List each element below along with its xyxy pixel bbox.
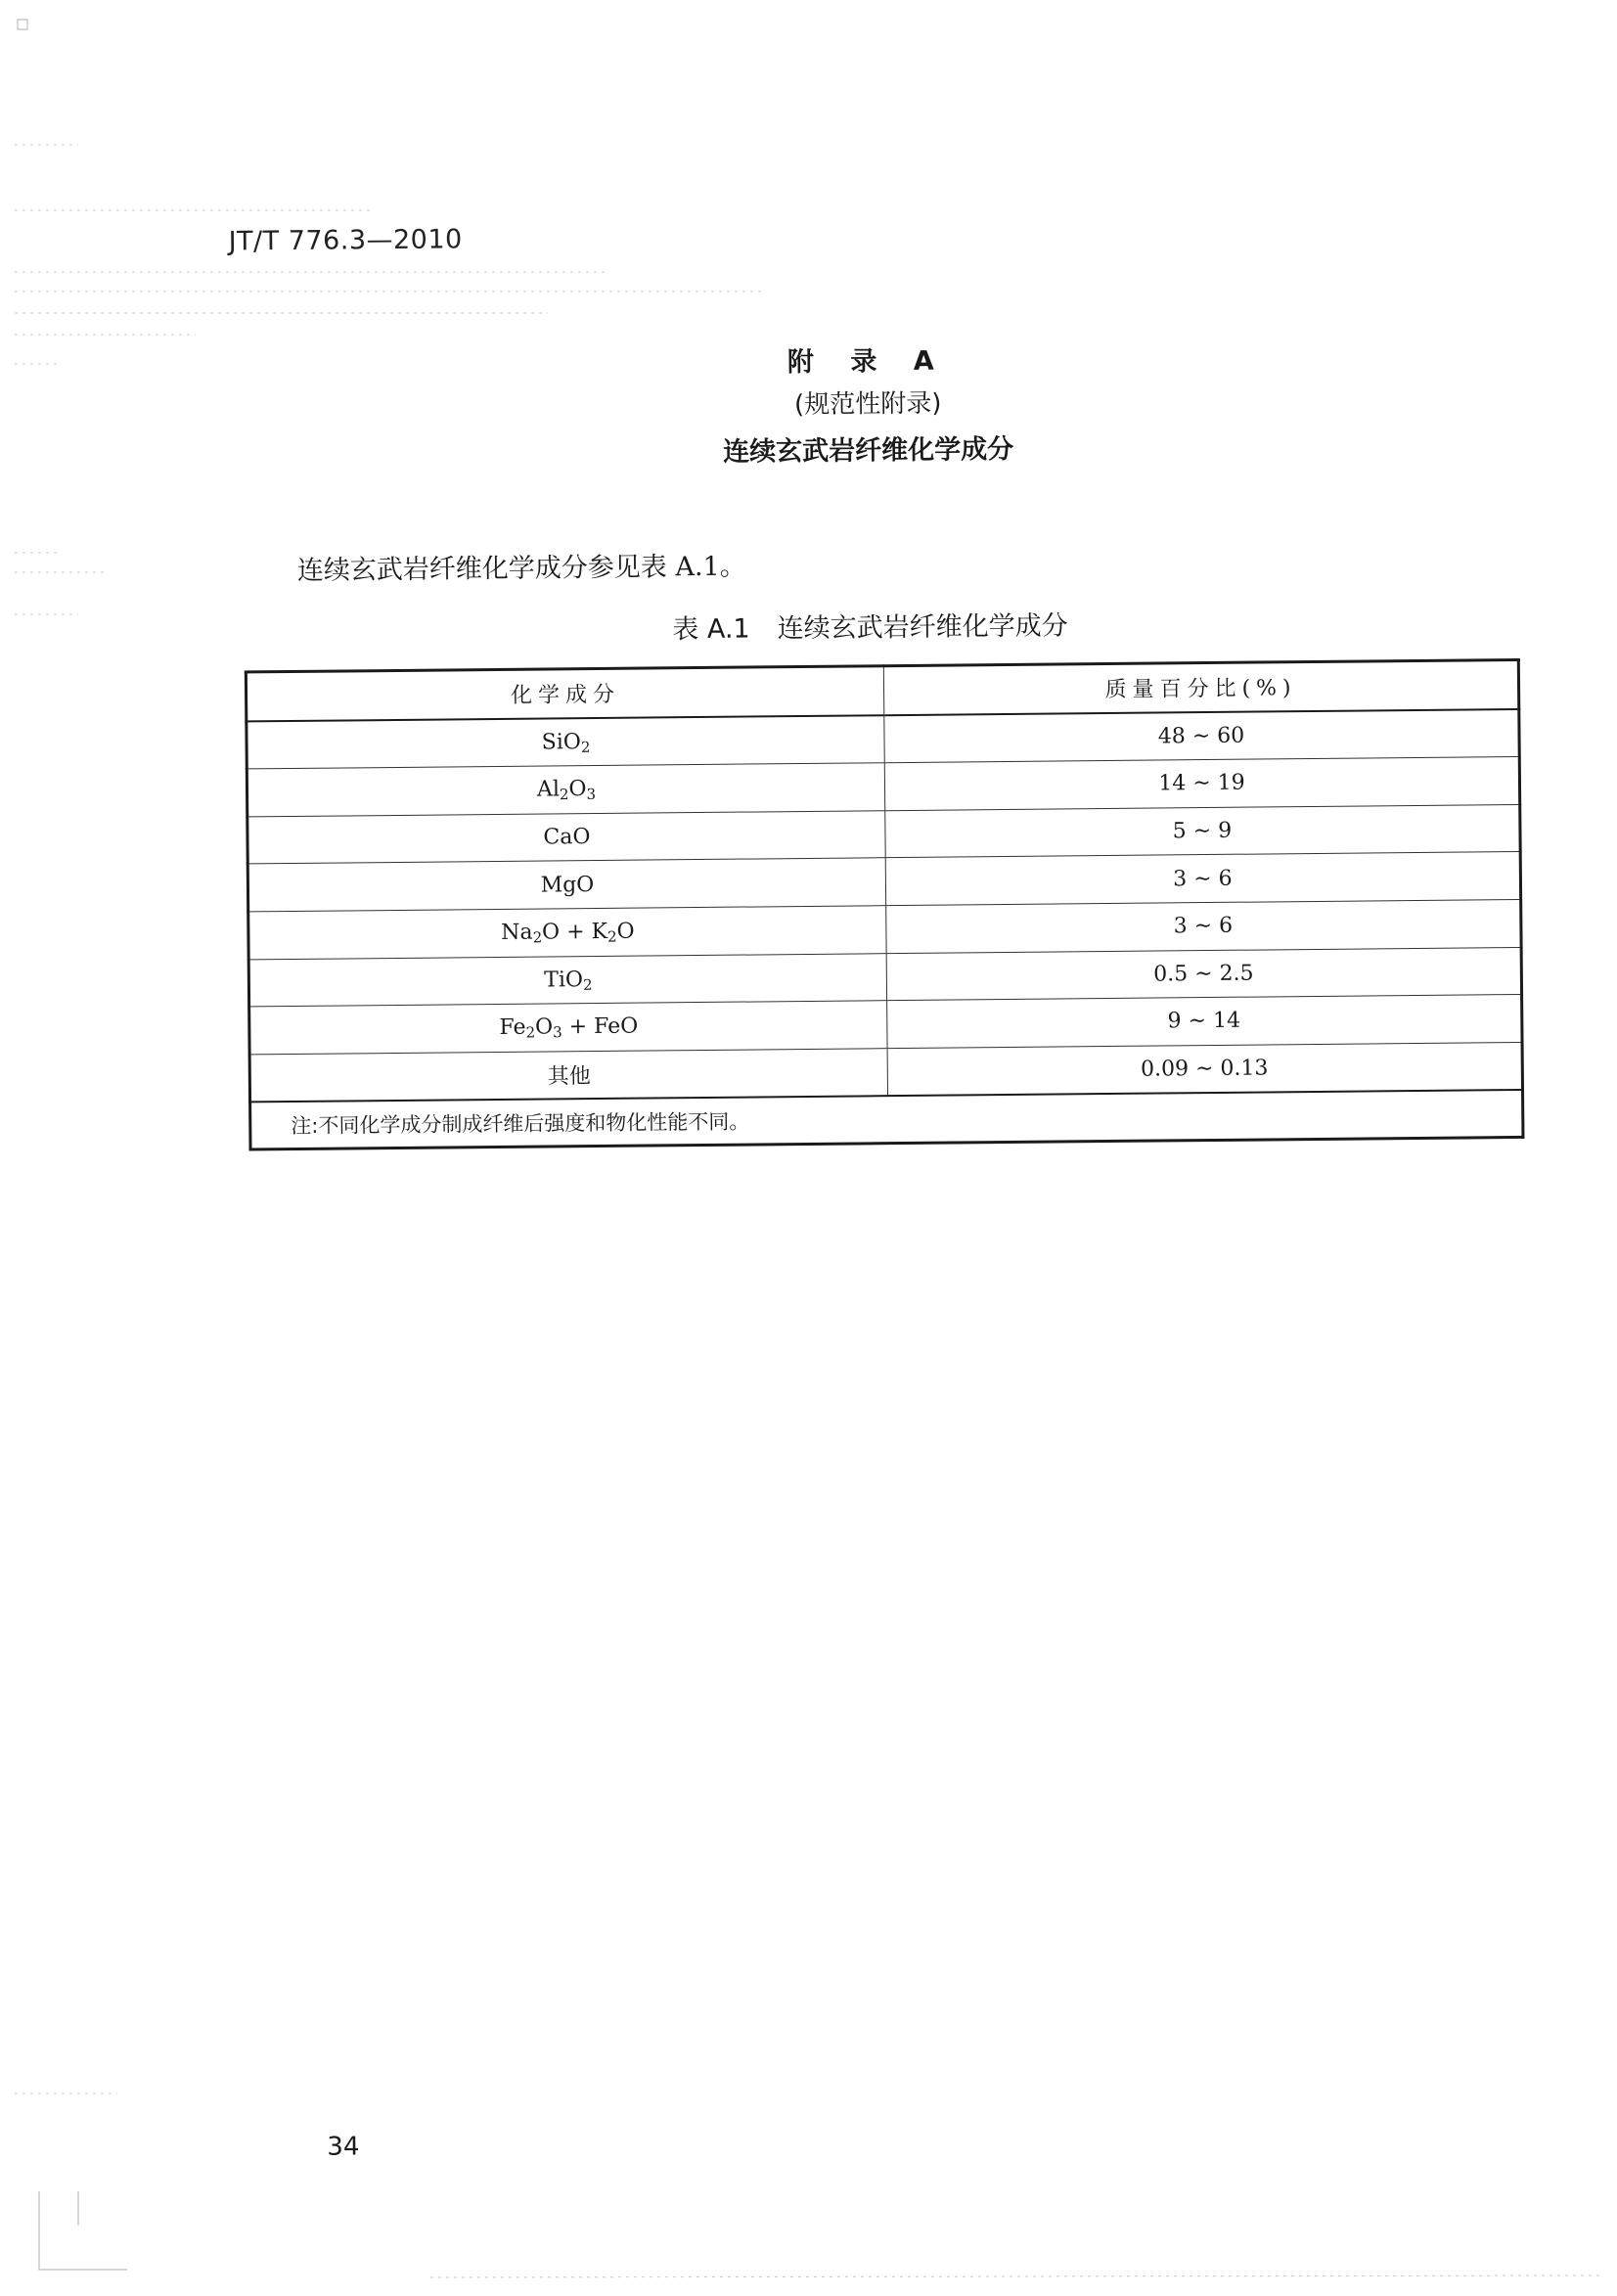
column-header-component: 化学成分 xyxy=(246,666,883,721)
appendix-type: (规范性附录) xyxy=(793,388,942,421)
table-caption xyxy=(488,603,1251,648)
component-cell: $Fe_2O_3$ + FeO xyxy=(249,1001,887,1055)
mass-percent-cell: 0.5 ~ 2.5 xyxy=(886,947,1521,1001)
column-header-mass-percent: 质量百分比(%) xyxy=(883,659,1518,714)
table-caption-title: 连续玄武岩纤维化学成分 xyxy=(777,610,1068,645)
table-caption-number: 表 A.1 xyxy=(672,613,750,646)
component-cell: CaO xyxy=(247,810,885,864)
table-note: 注:不同化学成分制成纤维后强度和物化性能不同。 xyxy=(250,1090,1523,1149)
page-number: 34 xyxy=(327,2132,360,2162)
mass-percent-cell: 0.09 ~ 0.13 xyxy=(887,1042,1522,1096)
mass-percent-cell: 9 ~ 14 xyxy=(887,995,1522,1049)
table-body xyxy=(247,709,1523,1103)
appendix-heading: 连续玄武岩纤维化学成分 xyxy=(723,433,1014,468)
component-cell: MgO xyxy=(247,858,885,912)
component-cell: TiO$_2$ xyxy=(248,953,886,1007)
component-cell: SiO$_2$ xyxy=(247,715,884,769)
intro-paragraph: 连续玄武岩纤维化学成分参见表 A.1。 xyxy=(296,551,746,586)
mass-percent-cell: 14 ~ 19 xyxy=(884,757,1519,811)
mass-percent-cell: 3 ~ 6 xyxy=(886,899,1521,953)
appendix-title: 附 录 A xyxy=(786,345,948,379)
composition-table xyxy=(245,658,1525,1151)
mass-percent-cell: 3 ~ 6 xyxy=(885,852,1520,906)
mass-percent-cell: 5 ~ 9 xyxy=(885,804,1520,858)
standard-code: JT/T 776.3—2010 xyxy=(228,224,463,257)
component-cell: $Al_2O_3$ xyxy=(247,763,884,817)
mass-percent-cell: 48 ~ 60 xyxy=(884,709,1519,763)
component-cell: $Na_2O + K_2O$ xyxy=(248,906,886,960)
component-cell: 其他 xyxy=(249,1048,887,1102)
